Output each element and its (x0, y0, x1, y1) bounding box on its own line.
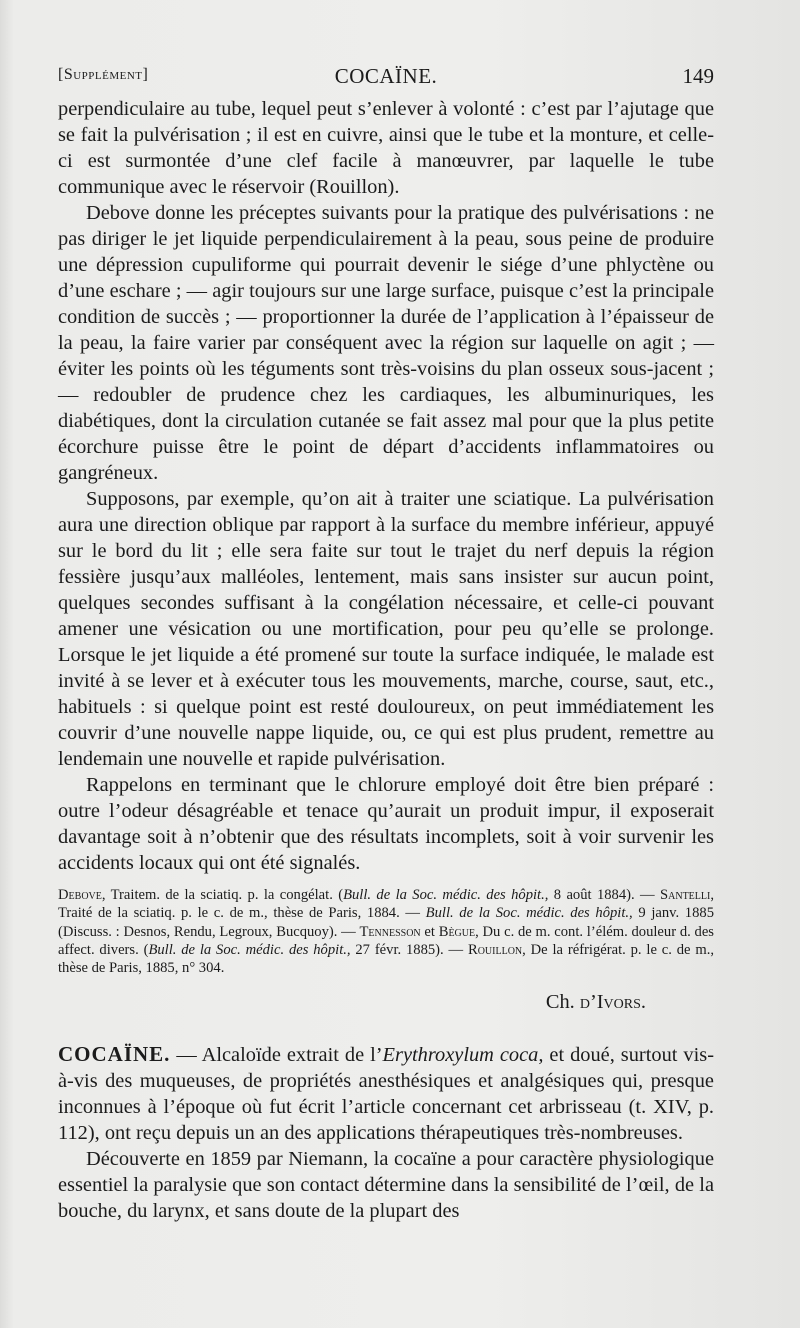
main-text (58, 96, 714, 1224)
entry-headword: COCAÏNE. (58, 1042, 171, 1067)
ref-author: Debove, (58, 887, 106, 903)
ref-author: Santelli, (660, 887, 714, 903)
page-number: 149 (682, 64, 714, 88)
signature-name: d’Ivors. (579, 991, 646, 1014)
signature-initials: Ch. (545, 991, 580, 1014)
entry-species: Erythroxylum coca, (382, 1044, 544, 1067)
cocaine-entry (58, 1041, 714, 1224)
entry-text: — Alcaloïde extrait de l’ (170, 1044, 383, 1067)
entry-intro (58, 1041, 714, 1146)
bibliography-text (58, 886, 714, 977)
ref-text: et (420, 923, 439, 940)
paragraph-debove-precepts: Debove donne les préceptes suivants pour la pratique des pulvérisations : ne pas diriger le jet liquide perpendiculairement à la peau, sous peine de produire une dépression cupuliforme qui pourrait devenir le siége d’une phlyctène ou d’une eschare ; — agir toujours sur une large surface, puisque c’est la principale condition de succès ; — proportionner la durée de l’application à l’épaisseur de la peau, la faire varier par conséquent avec la région sur laquelle on agit ; — éviter les points où les téguments sont très-voisins du plan osseux sous-jacent ; — redoubler de prudence chez les cardiaques, les albuminuriques, les diabétiques, dont la circulation cutanée se fait assez mal pour que la plus petite écorchure puisse être le point de départ d’accidents inflammatoires ou gangréneux. (58, 202, 714, 484)
paragraph-conclusion: Rappelons en terminant que le chlorure employé doit être bien préparé : outre l’odeur désagréable et tenace qu’aurait un produit impur, il exposerait davantage soit à n’obtenir que des résultats incomplets, soit à voir survenir les accidents locaux qui ont été signalés. (58, 774, 714, 874)
ref-journal: Bull. de la Soc. médic. des hôpit., (343, 887, 549, 903)
paragraph-continuation: perpendiculaire au tube, lequel peut s’enlever à volonté : c’est par l’ajutage que se fait la pulvérisation ; il est en cuivre, ainsi que le tube et la monture, et celle-ci est surmontée d’une clef facile à manœuvrer, par laquelle le tube communique avec le réservoir (Rouillon). (58, 98, 714, 198)
ref-text: De la réfrigérat. p. le c. de m., thèse de Paris, 1885, n° 304. (58, 941, 715, 977)
ref-text: Du c. de m. cont. l’élém. douleur d. des affect. divers. ( (58, 923, 714, 958)
ref-author: Bègue, (438, 923, 479, 940)
section-label: [Supplément] (58, 66, 149, 83)
running-title: COCAÏNE. (334, 64, 438, 88)
paragraph-sciatica-example: Supposons, par exemple, qu’on ait à traiter une sciatique. La pulvérisation aura une direction oblique par rapport à la surface du membre inférieur, appuyé sur le bord du lit ; elle sera faite sur tout le trajet du nerf depuis la région fessière jusqu’aux malléoles, lentement, mais sans insister sur aucun point, quelques secondes suffisant à la congélation nécessaire, et celle-ci pouvant amener une vésication ou une mortification, pour peu qu’elle se prolonge. Lorsque le jet liquide a été promené sur toute la surface indiquée, le malade est invité à se lever et à exécuter tous les mouvements, marche, course, saut, etc., habituels : si quelque point est resté douloureux, on peut immédiatement les couvrir d’une nouvelle nappe liquide, ou, ce qui est plus prudent, remettre au lendemain une nouvelle et rapide pulvérisation. (58, 488, 714, 770)
ref-text: 9 janv. 1885 (Discuss. : Desnos, Rendu, Legroux, Bucquoy). — (58, 905, 714, 940)
ref-text: 8 août 1884). — (548, 887, 661, 903)
ref-author: Tennesson (359, 923, 421, 940)
ref-author: Rouillon, (467, 941, 526, 958)
author-signature (58, 989, 714, 1015)
entry-discovery: Découverte en 1859 par Niemann, la cocaïne a pour caractère physiologique essentiel la paralysie que son contact détermine dans la sensibilité de l’œil, de la bouche, du larynx, et sans doute de la plupart des (58, 1148, 714, 1223)
ref-text: 27 févr. 1885). — (350, 941, 468, 958)
ref-text: Traitem. de la sciatiq. p. la congélat. ( (105, 887, 344, 903)
ref-journal: Bull. de la Soc. médic. des hôpit., (425, 905, 633, 922)
ref-journal: Bull. de la Soc. médic. des hôpit., (148, 941, 351, 958)
entry-text: et doué, surtout vis-à-vis des muqueuses, de propriétés anesthésiques et analgésiques qui, presque inconnues à l’époque où fut écrit l’article concernant cet arbrisseau (t. XIV, p. 112), ont reçu depuis un an des applications thérapeutiques très-nombreuses. (58, 1044, 714, 1145)
ref-text: Traité de la sciatiq. p. le c. de m., thèse de Paris, 1884. — (58, 905, 426, 922)
running-header (58, 64, 714, 94)
bibliography (58, 886, 714, 977)
